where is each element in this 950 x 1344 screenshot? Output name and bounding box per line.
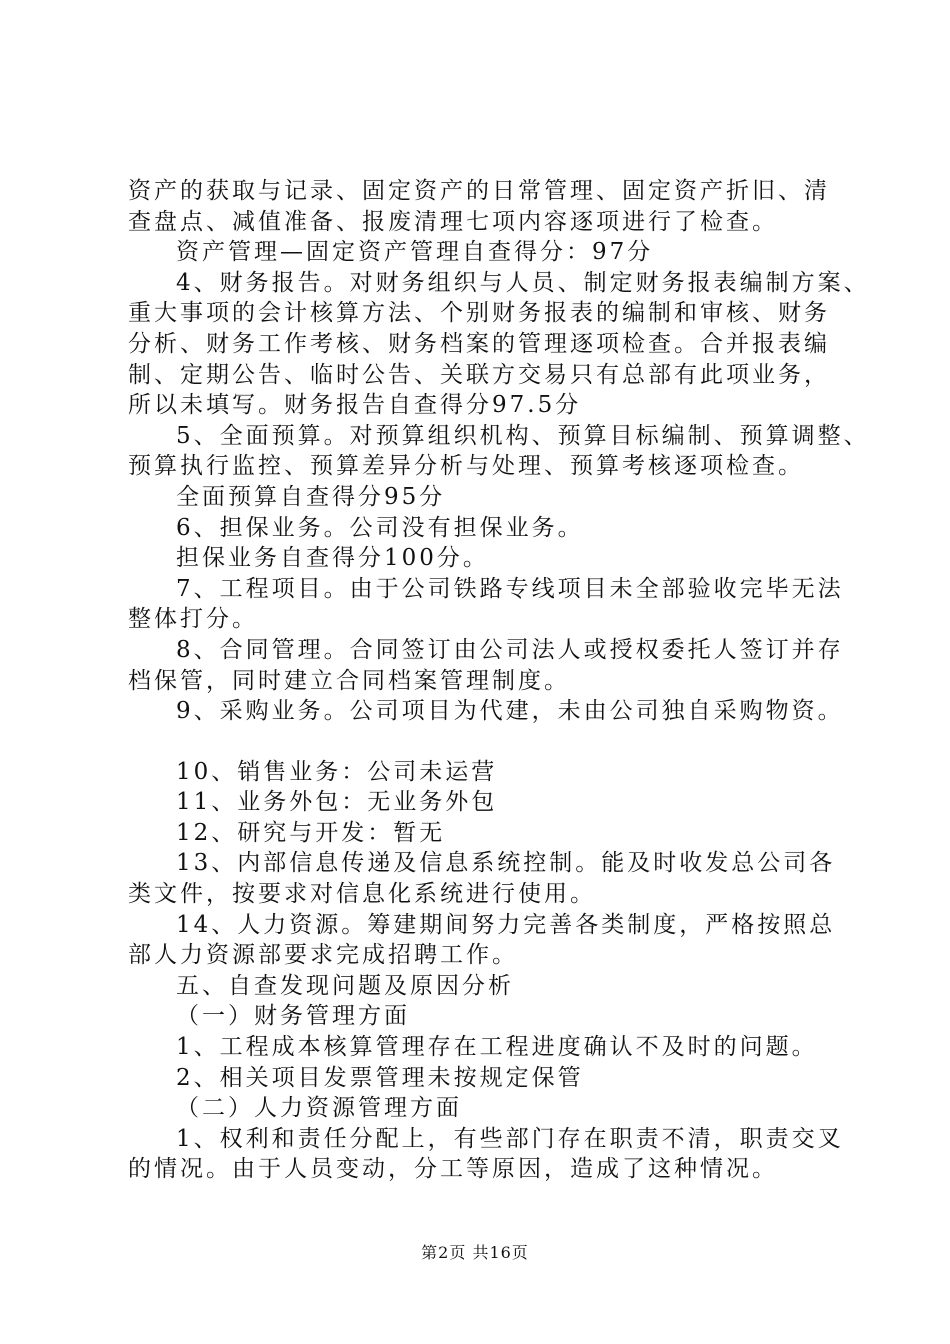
paragraph-line: （一）财务管理方面 (176, 1003, 410, 1030)
paragraph-line: 担保业务自查得分100分。 (176, 545, 489, 572)
paragraph-line: 4、财务报告。对财务组织与人员、制定财务报表编制方案、 (176, 269, 870, 296)
paragraph-line: 的情况。由于人员变动，分工等原因，造成了这种情况。 (128, 1156, 778, 1183)
paragraph-line: 9、采购业务。公司项目为代建，未由公司独自采购物资。 (176, 698, 844, 725)
document-body (128, 176, 870, 1185)
paragraph-line: 重大事项的会计核算方法、个别财务报表的编制和审核、财务 (128, 300, 830, 327)
paragraph-line: 类文件，按要求对信息化系统进行使用。 (128, 881, 596, 908)
paragraph-line: 所以未填写。财务报告自查得分97.5分 (128, 392, 582, 419)
paragraph-line: 查盘点、减值准备、报废清理七项内容逐项进行了检查。 (128, 208, 778, 235)
paragraph-line: 8、合同管理。合同签订由公司法人或授权委托人签订并存 (176, 636, 844, 663)
paragraph-line: 1、权利和责任分配上，有些部门存在职责不清，职责交叉 (176, 1125, 844, 1152)
blank-line (128, 727, 848, 757)
paragraph-line: 全面预算自查得分95分 (176, 483, 446, 510)
paragraph-line: 资产的获取与记录、固定资产的日常管理、固定资产折旧、清 (128, 178, 830, 204)
paragraph-line: 11、业务外包：无业务外包 (176, 789, 498, 816)
paragraph-line: 1、工程成本核算管理存在工程进度确认不及时的问题。 (176, 1034, 818, 1061)
paragraph-line: 2、相关项目发票管理未按规定保管 (176, 1064, 584, 1091)
paragraph-line: 7、工程项目。由于公司铁路专线项目未全部验收完毕无法 (176, 575, 844, 602)
paragraph-line: 10、销售业务：公司未运营 (176, 758, 498, 785)
paragraph-line: 14、人力资源。筹建期间努力完善各类制度，严格按照总 (176, 911, 836, 938)
paragraph-line: 6、担保业务。公司没有担保业务。 (176, 514, 584, 541)
paragraph-line: 五、自查发现问题及原因分析 (176, 972, 514, 999)
paragraph-line: 5、全面预算。对预算组织机构、预算目标编制、预算调整、 (176, 422, 870, 449)
paragraph-line: 分析、财务工作考核、财务档案的管理逐项检查。合并报表编 (128, 330, 830, 357)
paragraph-line: 档保管，同时建立合同档案管理制度。 (128, 667, 570, 694)
paragraph-line: 预算执行监控、预算差异分析与处理、预算考核逐项检查。 (128, 453, 804, 480)
paragraph-line: （二）人力资源管理方面 (176, 1095, 462, 1122)
paragraph-line: 13、内部信息传递及信息系统控制。能及时收发总公司各 (176, 850, 836, 877)
paragraph-line: 部人力资源部要求完成招聘工作。 (128, 942, 518, 969)
page-footer: 第2页 共16页 (421, 1243, 529, 1262)
paragraph-line: 整体打分。 (128, 606, 258, 633)
paragraph-line: 12、研究与开发：暂无 (176, 819, 446, 846)
paragraph-line: 制、定期公告、临时公告、关联方交易只有总部有此项业务， (128, 361, 830, 388)
paragraph-line: 资产管理—固定资产管理自查得分：97分 (176, 239, 654, 266)
